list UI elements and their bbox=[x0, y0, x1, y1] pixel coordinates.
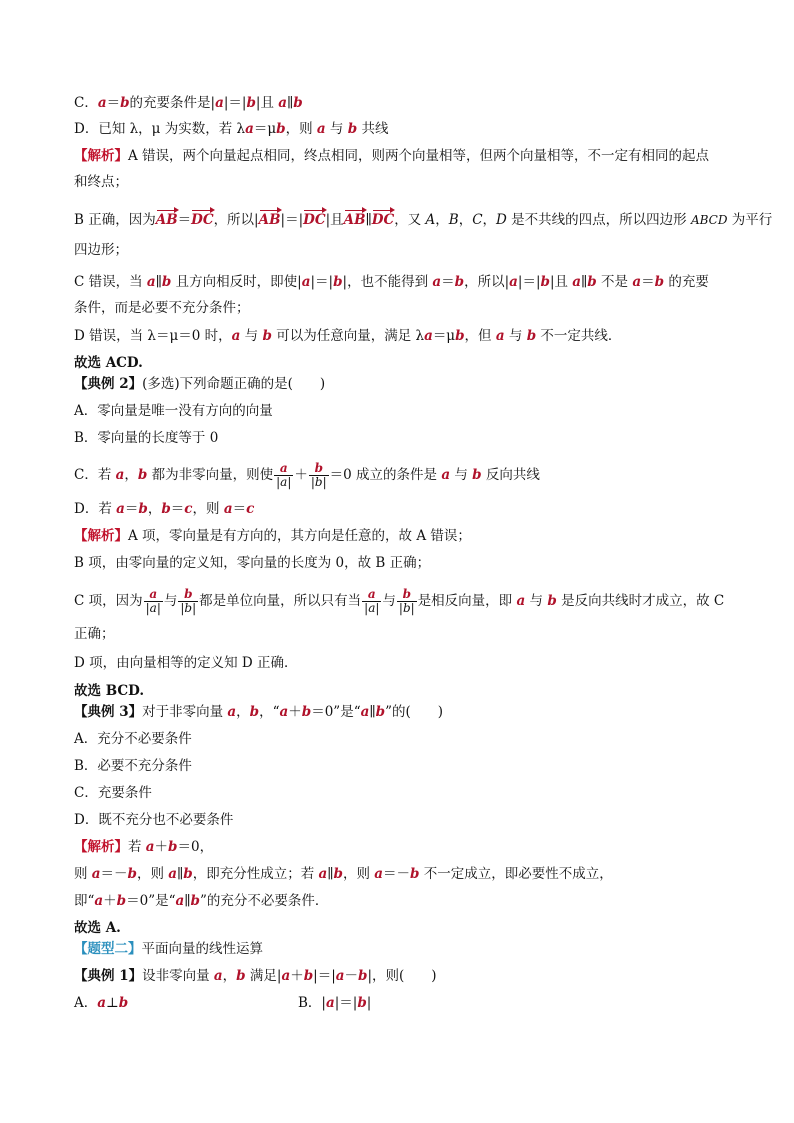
ex2-option-a: A．零向量是唯一没有方向的向量 bbox=[74, 403, 273, 419]
ex2-analysis-a: 【解析】A 项，零向量是有方向的，其方向是任意的，故 A 错误； bbox=[74, 528, 471, 544]
analysis-b-line: B 正确，因为AB＝DC，所以|AB|＝|DC|且AB∥DC，又 A，B，C，D 是不共线的四点，所以四边形 ABCD 为平行 bbox=[74, 212, 773, 228]
type2-ex1-option-a: A．a⊥b bbox=[74, 995, 129, 1011]
ex2-analysis-c: C 项，因为 $\frac{a}{|a|}$ 与 $\frac{b}{|b|}$ 都是单位向量，所以只有当 $\frac{a}{|a|}$ 与 $\frac{b}{|b|}$ 是相反向量，即 a 与 b 是反向共线时才成立，故 C bbox=[74, 587, 725, 615]
ex2-option-c: C．若 a，b 都为非零向量，则使 $\frac{a}{|a|}$ ＋ $\frac{b}{|b|}$ ＝0 成立的条件是 a 与 b 反向共线 bbox=[74, 461, 540, 489]
ex2-analysis-c-cont: 正确； bbox=[74, 626, 115, 642]
answer-bcd: 故选 BCD. bbox=[74, 683, 145, 699]
answer-a: 故选 A. bbox=[74, 920, 121, 936]
ex2-analysis-b: B 项，由零向量的定义知，零向量的长度为 0，故 B 正确； bbox=[74, 555, 431, 571]
fraction-b: $\frac{b}{|b|}$ bbox=[398, 587, 415, 615]
example-tag: 【典例 3】 bbox=[74, 704, 143, 720]
analysis-a-line: 【解析】A 错误，两个向量起点相同，终点相同，则两个向量相等，但两个向量相等，不一定有相同的起点 bbox=[74, 148, 710, 164]
example-2-title: 【典例 2】(多选)下列命题正确的是( ) bbox=[74, 376, 326, 392]
analysis-d-line: D 错误，当 λ＝μ＝0 时，a 与 b 可以为任意向量，满足 λa＝μb，但 a 与 b 不一定共线． bbox=[74, 328, 622, 344]
analysis-b-cont: 四边形； bbox=[74, 242, 128, 258]
ex2-option-d: D．若 a＝b，b＝c，则 a＝c bbox=[74, 501, 255, 517]
ex3-analysis-1: 【解析】若 a＋b＝0， bbox=[74, 839, 214, 855]
example-3-title: 【典例 3】对于非零向量 a，b，“a＋b＝0”是“a∥b”的( ) bbox=[74, 704, 443, 720]
type-tag: 【题型二】 bbox=[74, 941, 142, 957]
ex3-option-a: A．充分不必要条件 bbox=[74, 731, 192, 747]
ex3-option-b: B．必要不充分条件 bbox=[74, 758, 192, 774]
ex3-option-c: C．充要条件 bbox=[74, 785, 152, 801]
ex2-analysis-d: D 项，由向量相等的定义知 D 正确． bbox=[74, 655, 298, 671]
analysis-tag: 【解析】 bbox=[74, 528, 128, 544]
type-two-title: 【题型二】平面向量的线性运算 bbox=[74, 941, 263, 957]
fraction-a: $\frac{a}{|a|}$ bbox=[364, 587, 380, 615]
analysis-a-cont: 和终点； bbox=[74, 174, 128, 190]
fraction-b: $\frac{b}{|b|}$ bbox=[180, 587, 197, 615]
analysis-c-line: C 错误，当 a∥b 且方向相反时，即使|a|＝|b|，也不能得到 a＝b，所以|a|＝|b|且 a∥b 不是 a＝b 的充要 bbox=[74, 274, 709, 290]
ex3-analysis-3: 即“a＋b＝0”是“a∥b”的充分不必要条件． bbox=[74, 893, 329, 909]
example-tag: 【典例 2】 bbox=[74, 376, 143, 392]
fraction-b: $\frac{b}{|b|}$ bbox=[310, 461, 327, 489]
analysis-c-cont: 条件，而是必要不充分条件； bbox=[74, 300, 250, 316]
analysis-tag: 【解析】 bbox=[74, 839, 128, 855]
example-tag: 【典例 1】 bbox=[74, 968, 143, 984]
option-d-line: D．已知 λ，μ 为实数，若 λa＝μb，则 a 与 b 共线 bbox=[74, 121, 389, 137]
ex3-option-d: D．既不充分也不必要条件 bbox=[74, 812, 234, 828]
type2-ex1-option-b: B．|a|＝|b| bbox=[298, 995, 372, 1011]
answer-acd: 故选 ACD. bbox=[74, 355, 143, 371]
ex3-analysis-2: 则 a＝－b，则 a∥b，即充分性成立；若 a∥b，则 a＝－b 不一定成立，即必要性不成立， bbox=[74, 866, 613, 882]
type2-example-1-title: 【典例 1】设非零向量 a，b 满足|a＋b|＝|a－b|，则( ) bbox=[74, 968, 437, 984]
analysis-tag: 【解析】 bbox=[74, 148, 128, 164]
option-c-line: C．a＝b的充要条件是|a|＝|b|且 a∥b bbox=[74, 95, 303, 111]
fraction-a: $\frac{a}{|a|}$ bbox=[145, 587, 161, 615]
ex2-option-b: B．零向量的长度等于 0 bbox=[74, 430, 219, 446]
fraction-a: $\frac{a}{|a|}$ bbox=[276, 461, 292, 489]
